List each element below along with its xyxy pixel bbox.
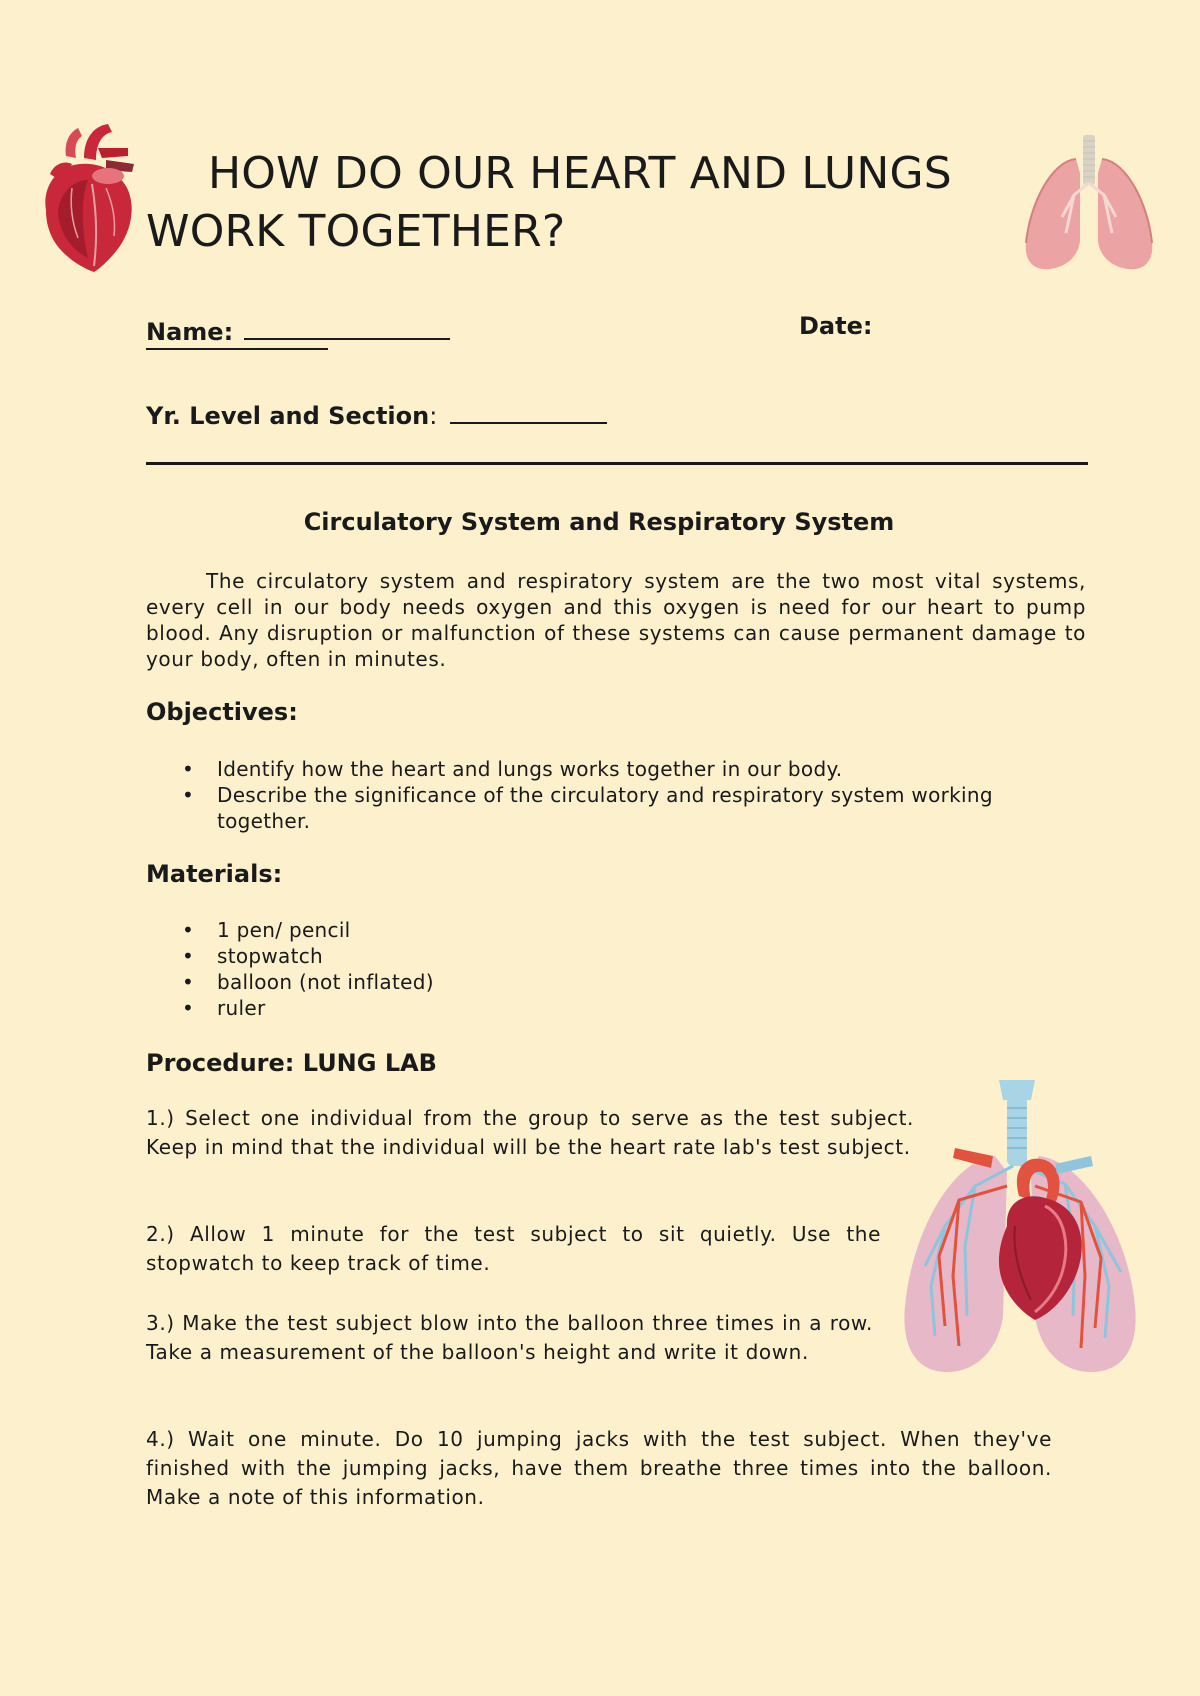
date-label: Date: (799, 312, 873, 340)
section-field (146, 396, 607, 430)
objectives-list (146, 756, 1086, 834)
bullet-icon: • (182, 918, 195, 942)
title-line-1: HOW DO OUR HEART AND LUNGS (208, 148, 952, 199)
material-item: • balloon (not inflated) (182, 970, 434, 994)
name-blank[interactable] (244, 312, 450, 340)
procedure-step-1: 1.) Select one individual from the group to serve as the test subject. Keep in mind that the individual will be the heart rate lab's test subject. (146, 1106, 914, 1159)
bullet-icon: • (182, 783, 195, 807)
procedure-step-2: 2.) Allow 1 minute for the test subject to sit quietly. Use the stopwatch to keep track of time. (146, 1222, 881, 1275)
bullet-icon: • (182, 996, 195, 1020)
procedure-step-3: 3.) Make the test subject blow into the balloon three times in a row. Take a measurement of the balloon's height and write it down. (146, 1311, 873, 1364)
material-item: • stopwatch (182, 944, 324, 968)
section-colon: : (429, 402, 438, 430)
page-title (146, 145, 1026, 261)
title-line-2: WORK TOGETHER? (146, 206, 566, 257)
date-blank[interactable] (146, 348, 328, 350)
objectives-heading: Objectives: (146, 698, 298, 726)
materials-list (146, 917, 746, 1021)
heart-and-lungs-icon (895, 1076, 1143, 1381)
bullet-icon: • (182, 970, 195, 994)
intro-paragraph (146, 568, 1086, 672)
materials-heading: Materials: (146, 860, 283, 888)
objective-item: • Describe the significance of the circulatory and respiratory system working together. (182, 783, 993, 833)
bullet-icon: • (182, 944, 195, 968)
procedure-heading: Procedure: LUNG LAB (146, 1049, 437, 1077)
name-label: Name: (146, 318, 234, 346)
section-label: Yr. Level and Section (146, 402, 430, 430)
lungs-icon (1022, 133, 1156, 275)
procedure-step-4: 4.) Wait one minute. Do 10 jumping jacks with the test subject. When they've finished with the jumping jacks, have them breathe three times into the balloon. Make a note of this information. (146, 1427, 1052, 1509)
bullet-icon: • (182, 757, 195, 781)
material-item: • 1 pen/ pencil (182, 918, 351, 942)
intro-heading: Circulatory System and Respiratory System (303, 508, 895, 536)
divider (146, 462, 1088, 465)
heart-icon (36, 118, 140, 276)
name-field (146, 312, 450, 346)
intro-text: The circulatory system and respiratory system are the two most vital systems, every cell in our body needs oxygen and this oxygen is need for our heart to pump blood. Any disruption or malfunction of these systems can cause permanent damage to your body, often in minutes. (146, 569, 1086, 671)
section-blank[interactable] (450, 396, 607, 424)
date-field (799, 312, 872, 340)
material-item: • ruler (182, 996, 266, 1020)
objective-item: • Identify how the heart and lungs works together in our body. (182, 757, 843, 781)
